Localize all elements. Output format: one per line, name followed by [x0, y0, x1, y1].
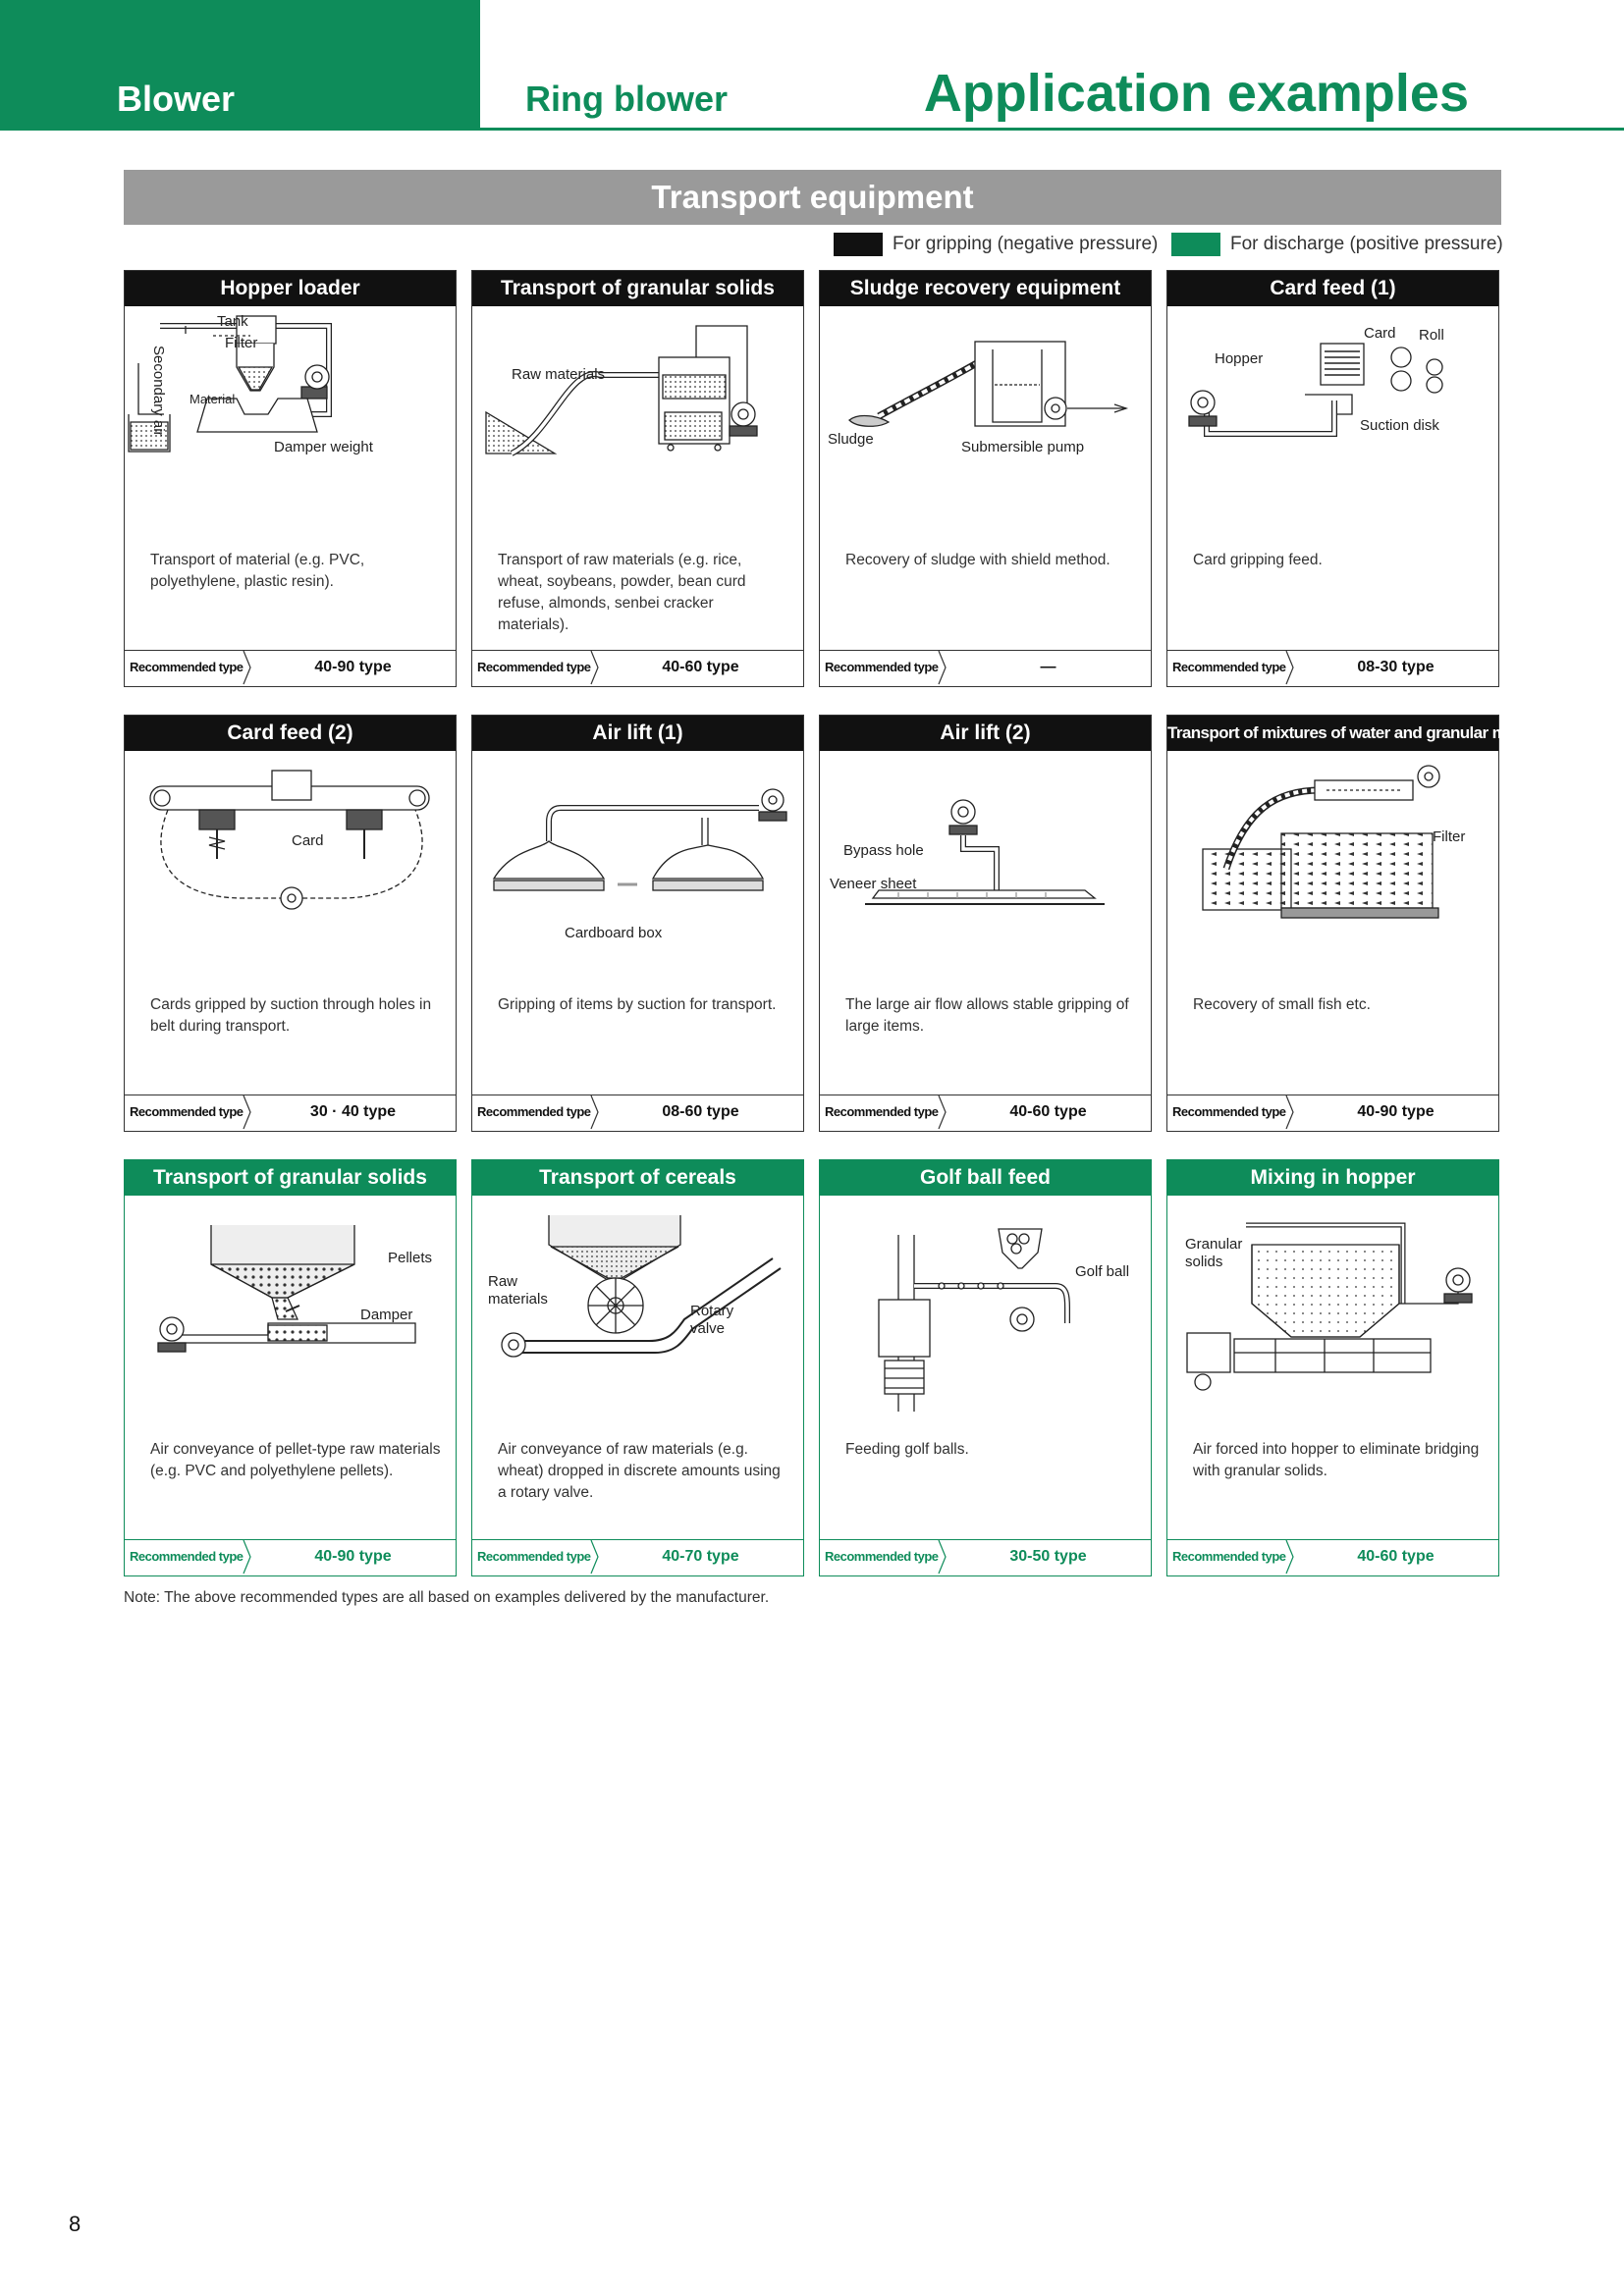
recommended-type: 08-30 type [1357, 659, 1435, 675]
label-bypass-hole: Bypass hole [843, 842, 924, 859]
recommended-type: 40-60 type [1357, 1548, 1435, 1565]
card-description: Gripping of items by suction for transport. [498, 996, 777, 1013]
recommended-row [472, 1539, 803, 1575]
recommended-label: Recommended type [825, 660, 939, 674]
recommended-row [125, 1095, 456, 1131]
card-title: Sludge recovery equipment [820, 271, 1151, 306]
legend-positive-swatch [1171, 233, 1220, 256]
application-card [471, 1159, 804, 1576]
recommended-label: Recommended type [1172, 1549, 1286, 1564]
hopper-loader-illustration [125, 306, 455, 542]
card-description: Feeding golf balls. [845, 1441, 969, 1458]
recommended-row [472, 650, 803, 686]
card-description: Air conveyance of pellet-type raw materials (e.g. PVC and polyethylene pellets). [150, 1441, 441, 1479]
card-description: Cards gripped by suction through holes in belt during transport. [150, 996, 432, 1035]
label-cardboard-box: Cardboard box [565, 925, 663, 941]
recommended-label: Recommended type [477, 1104, 591, 1119]
header-rule [480, 128, 1624, 131]
application-card [819, 270, 1152, 687]
recommended-label: Recommended type [825, 1104, 939, 1119]
recommended-row [1167, 650, 1498, 686]
card-description: Recovery of small fish etc. [1193, 996, 1371, 1013]
card-title: Transport of cereals [472, 1160, 803, 1196]
label-materials: materials [488, 1291, 548, 1308]
card-description: Transport of raw materials (e.g. rice, wheat, soybeans, powder, bean curd refuse, almonds, senbei cracker materials). [498, 552, 746, 633]
application-card [124, 715, 457, 1132]
header-green-band [0, 0, 480, 131]
card-description: The large air flow allows stable gripping of large items. [845, 996, 1129, 1035]
legend-positive-label: For discharge (positive pressure) [1230, 234, 1503, 254]
legend-positive [1171, 232, 1503, 257]
recommended-type: 30 · 40 type [309, 1103, 397, 1120]
card-title: Golf ball feed [820, 1160, 1151, 1196]
recommended-type: 40-90 type [1357, 1103, 1435, 1120]
recommended-label: Recommended type [825, 1549, 939, 1564]
label-roll: Roll [1419, 327, 1444, 344]
application-card [1166, 1159, 1499, 1576]
card-description: Recovery of sludge with shield method. [845, 552, 1110, 568]
card-feed-2-illustration [125, 751, 455, 987]
recommended-row [472, 1095, 803, 1131]
recommended-label: Recommended type [130, 1104, 244, 1119]
recommended-row [1167, 1095, 1498, 1131]
label-raw: Raw [488, 1273, 518, 1290]
water-mixture-illustration [1167, 751, 1497, 987]
application-card [819, 715, 1152, 1132]
page-number: 8 [69, 2212, 81, 2236]
recommended-row [125, 650, 456, 686]
pellet-transport-illustration [125, 1196, 455, 1431]
label-pellets: Pellets [388, 1250, 433, 1266]
header-section: Blower [117, 79, 236, 119]
card-description: Air forced into hopper to eliminate bridging with granular solids. [1193, 1441, 1480, 1479]
card-title: Transport of granular solids [472, 271, 803, 306]
recommended-label: Recommended type [130, 1549, 244, 1564]
card-title: Transport of granular solids [125, 1160, 456, 1196]
card-title: Card feed (1) [1167, 271, 1498, 306]
mixing-hopper-illustration [1167, 1196, 1497, 1431]
recommended-type: 30-50 type [1009, 1548, 1087, 1565]
label-damper-weight: Damper weight [274, 439, 373, 455]
card-description: Card gripping feed. [1193, 552, 1323, 568]
label-valve: valve [690, 1320, 726, 1337]
recommended-type: — [1040, 659, 1056, 675]
recommended-type: 08-60 type [662, 1103, 739, 1120]
air-lift-2-illustration [820, 751, 1150, 987]
card-title: Card feed (2) [125, 716, 456, 751]
label-card: Card [292, 832, 324, 849]
recommended-row [820, 1095, 1151, 1131]
label-tank: Tank [217, 313, 248, 330]
recommended-type: 40-90 type [314, 1548, 392, 1565]
recommended-row [1167, 1539, 1498, 1575]
application-card [471, 270, 804, 687]
recommended-type: 40-60 type [662, 659, 739, 675]
card-title: Air lift (1) [472, 716, 803, 751]
label-suction-disk: Suction disk [1360, 417, 1439, 434]
cereal-transport-illustration [472, 1196, 802, 1431]
application-card [1166, 270, 1499, 687]
label-card: Card [1364, 325, 1396, 342]
card-title: Mixing in hopper [1167, 1160, 1498, 1196]
label-damper: Damper [360, 1307, 413, 1323]
legend-negative-swatch [834, 233, 883, 256]
sludge-recovery-illustration [820, 306, 1150, 542]
card-title: Transport of mixtures of water and granular material [1167, 716, 1498, 751]
label-sludge: Sludge [828, 431, 874, 448]
application-card [1166, 715, 1552, 1132]
label-hopper: Hopper [1215, 350, 1264, 367]
label-filter: Filter [225, 335, 258, 351]
recommended-label: Recommended type [1172, 660, 1286, 674]
recommended-row [125, 1539, 456, 1575]
air-lift-1-illustration [472, 751, 802, 987]
label-veneer-sheet: Veneer sheet [830, 876, 917, 892]
label-raw-materials: Raw materials [512, 366, 606, 383]
card-title: Air lift (2) [820, 716, 1151, 751]
label-submersible-pump: Submersible pump [961, 439, 1085, 455]
granular-solids-illustration [472, 306, 802, 542]
page-title: Application examples [923, 64, 1469, 123]
application-card [819, 1159, 1152, 1576]
footnote: Note: The above recommended types are all based on examples delivered by the manufacturer. [124, 1589, 770, 1606]
recommended-label: Recommended type [477, 660, 591, 674]
recommended-type: 40-70 type [662, 1548, 739, 1565]
recommended-label: Recommended type [1172, 1104, 1286, 1119]
label-material: Material [189, 392, 236, 406]
label-granular: Granular [1185, 1236, 1243, 1253]
label-solids: solids [1185, 1254, 1223, 1270]
section-title: Transport equipment [124, 170, 1501, 225]
card-title: Hopper loader [125, 271, 456, 306]
card-feed-1-illustration [1167, 306, 1497, 542]
recommended-type: 40-60 type [1009, 1103, 1087, 1120]
card-description: Air conveyance of raw materials (e.g. wheat) dropped in discrete amounts using a rotary valve. [498, 1441, 781, 1501]
recommended-label: Recommended type [477, 1549, 591, 1564]
golf-ball-feed-illustration [820, 1196, 1150, 1431]
card-description: Transport of material (e.g. PVC, polyethylene, plastic resin). [150, 552, 365, 590]
recommended-row [820, 1539, 1151, 1575]
label-secondary-air: Secondary air [150, 346, 167, 437]
recommended-label: Recommended type [130, 660, 244, 674]
application-card [471, 715, 804, 1132]
label-filter: Filter [1433, 828, 1466, 845]
legend-negative-label: For gripping (negative pressure) [893, 234, 1159, 254]
legend-negative [834, 232, 1158, 257]
label-golf-ball: Golf ball [1075, 1263, 1130, 1280]
label-rotary: Rotary [690, 1303, 734, 1319]
header-subsection: Ring blower [525, 79, 728, 119]
application-card [124, 270, 457, 687]
recommended-row [820, 650, 1151, 686]
recommended-type: 40-90 type [314, 659, 392, 675]
application-card [124, 1159, 457, 1576]
